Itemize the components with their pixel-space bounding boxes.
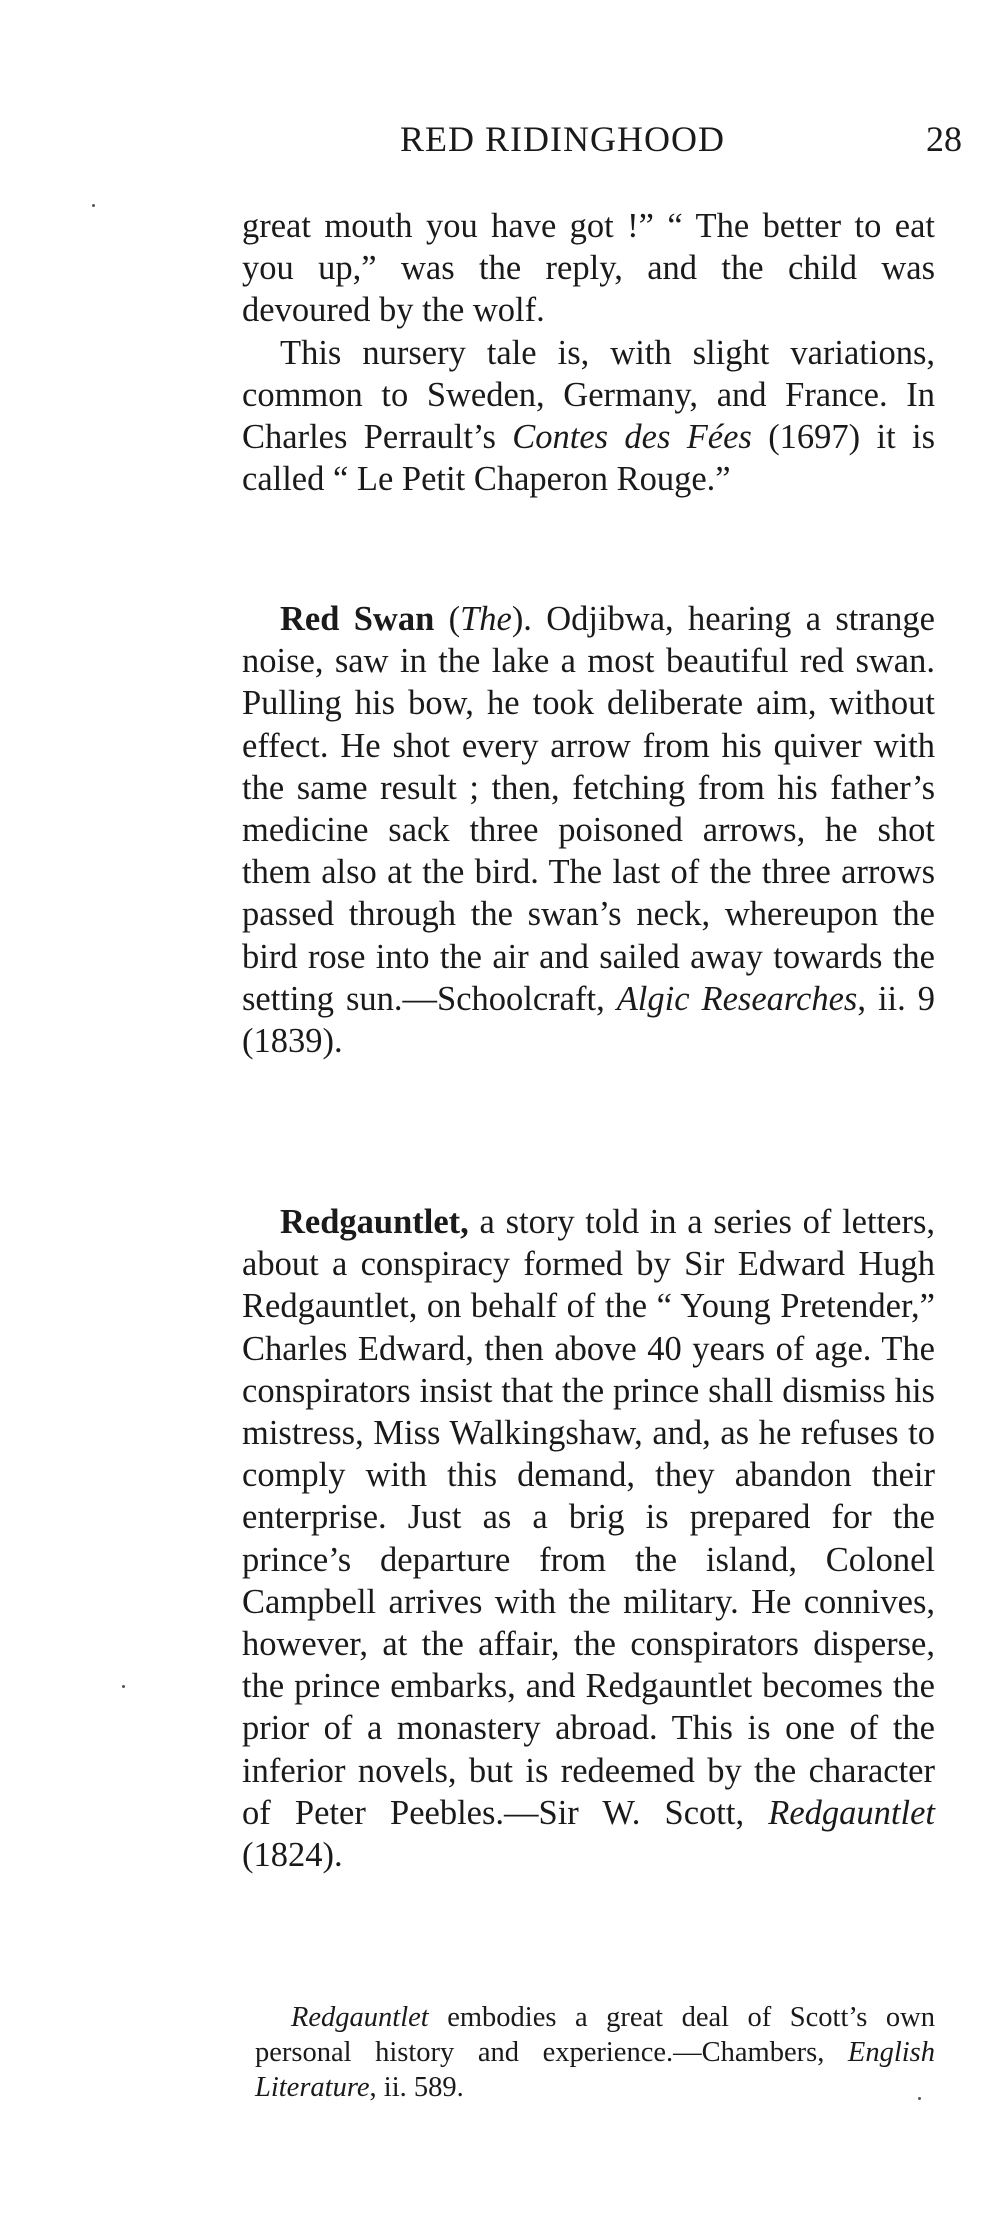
print-speck [918,2097,921,2100]
entry-red-swan [242,598,935,1062]
quote-source-rest: , ii. 589. [369,2072,464,2103]
redgauntlet-body: a story told in a series of letters, about a conspiracy formed by Sir Edward Hugh Redgauntlet, on behalf of the “ Young Pretender,” Charles Edward, then above 40 years of age. The conspirators insist that the prince shall dismiss his mistress, Miss Walkingshaw, and, as he refuses to comply with this demand, they abandon their enterprise. Just as a brig is prepared for the prince’s departure from the island, Colonel Campbell arrives with the military. He connives, however, at the affair, the conspirators disperse, the prince embarks, and Redgauntlet becomes the prior of a monastery abroad. This is one of the inferior novels, but is redeemed by the character of Peter Peebles.—Sir W. Scott, [242,1203,935,1832]
nursery-tale-text: This nursery tale is, with slight variations, common to Sweden, Germany, and France. In Charles Perrault’s [242,333,935,457]
entry-redgauntlet [242,1201,935,1876]
quote-body: embodies a great deal of Scott’s own personal history and experience.—Chambers, [255,2002,935,2068]
red-swan-article: The [460,600,512,638]
nursery-tale-rest: (1697) it is called “ Le Petit Chaperon Rouge.” [242,418,936,499]
redgauntlet-source-rest: (1824). [242,1836,343,1875]
entry-red-ridinghood-continued [242,205,935,500]
running-title: RED RIDINGHOOD [400,119,725,159]
algic-researches-title: Algic Researches [616,979,858,1018]
red-swan-source-rest: , ii. 9 (1839). [242,979,936,1061]
print-speck [92,204,95,207]
redgauntlet-source-title: Redgauntlet [768,1793,935,1832]
red-swan-paragraph [242,598,935,1062]
nursery-tale-paragraph [242,332,935,501]
redgauntlet-paragraph [242,1201,935,1876]
red-swan-paren-open: ( [434,600,461,638]
contes-des-fees-title: Contes des Fées [512,418,752,457]
english-literature-title: English Literature [255,2037,935,2103]
red-swan-paren-close: ). [511,600,532,638]
quote-redgauntlet-title: Redgauntlet [291,2002,429,2033]
red-swan-headword: Red Swan [280,600,435,638]
redgauntlet-headword: Redgauntlet, [280,1203,469,1241]
continued-paragraph: great mouth you have got !” “ The better to eat you up,” was the reply, and the child was devoured by the wolf. [242,207,935,330]
chambers-quotation [255,2000,935,2105]
red-swan-body: Odjibwa, hearing a strange noise, saw in the lake a most beautiful red swan. Pulling his bow, he took deliberate aim, without effect. He shot every arrow from his quiver with the same result ; then, fetching from his father’s medicine sack three poisoned arrows, he shot them also at the bird. The last of the three arrows passed through the swan’s neck, whereupon the bird rose into the air and sailed away towards the setting sun.—Schoolcraft, [242,600,935,1018]
print-speck [122,1685,125,1688]
page-number: 28 [926,119,962,159]
